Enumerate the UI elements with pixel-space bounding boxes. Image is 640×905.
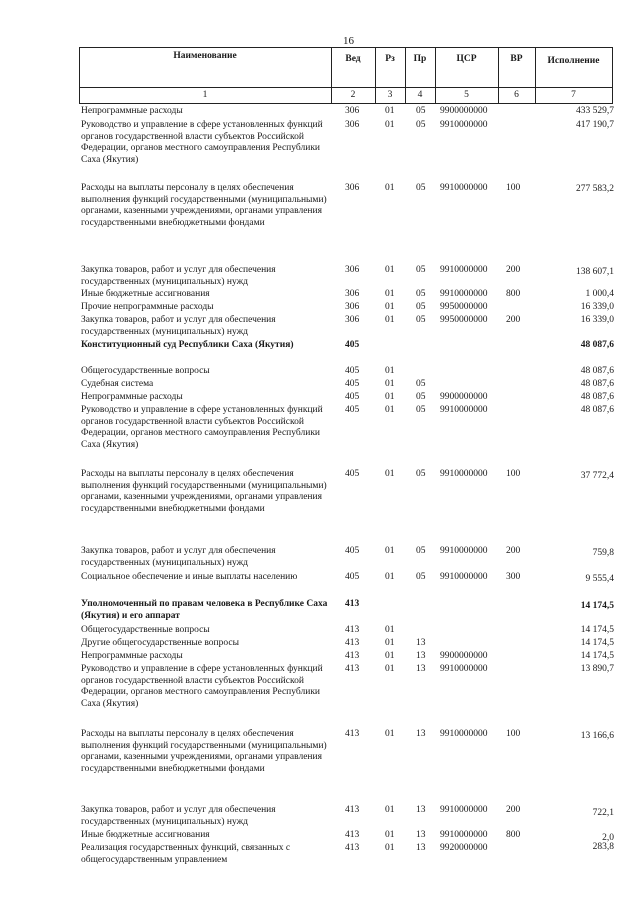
row-value: 48 087,6 — [580, 379, 614, 389]
row-name: Общегосударственные вопросы — [81, 366, 210, 376]
row-pr: 05 — [416, 469, 426, 479]
row-pr: 05 — [416, 572, 426, 582]
row-ved: 306 — [345, 106, 360, 116]
row-name: Расходы на выплаты персоналу в целях обеспечения выполнения функций государственными (муниципальными) органами, казенными учреждениями, органами управления государственными внебюджетными фондами — [81, 729, 327, 775]
row-name: Иные бюджетные ассигнования — [81, 289, 210, 299]
row-ved: 413 — [345, 805, 360, 815]
row-name: Закупка товаров, работ и услуг для обеспечения государственных (муниципальных) нужд — [81, 546, 276, 568]
row-pr: 05 — [416, 379, 426, 389]
row-name: Прочие непрограммные расходы — [81, 302, 214, 312]
header-name: Наименование — [173, 51, 237, 61]
row-pr: 13 — [416, 805, 426, 815]
header-isp: Исполнение — [547, 56, 600, 66]
row-pr: 05 — [416, 183, 426, 193]
row-value: 13 166,6 — [580, 731, 614, 741]
row-pr: 05 — [416, 302, 426, 312]
row-csr: 9950000000 — [440, 315, 488, 325]
row-csr: 9920000000 — [440, 843, 488, 853]
row-name: Социальное обеспечение и иные выплаты населению — [81, 572, 298, 582]
header-csr: ЦСР — [456, 54, 477, 64]
row-vr: 800 — [506, 830, 521, 840]
row-name: Руководство и управление в сфере установленных функций органов государственной власти субъектов Российской Федерации, органов местного самоуправления Республики Саха (Якутия) — [81, 405, 323, 451]
row-name: Конституционный суд Республики Саха (Якутия) — [81, 340, 294, 350]
header-col-divider — [612, 47, 613, 104]
row-value: 283,8 — [592, 842, 614, 852]
row-ved: 413 — [345, 625, 360, 635]
row-vr: 100 — [506, 183, 521, 193]
row-value: 16 339,0 — [580, 302, 614, 312]
row-csr: 9910000000 — [440, 546, 488, 556]
row-csr: 9910000000 — [440, 729, 488, 739]
row-rz: 01 — [385, 664, 395, 674]
row-value: 14 174,5 — [580, 601, 614, 611]
row-name: Расходы на выплаты персоналу в целях обеспечения выполнения функций государственными (муниципальными) органами, казенными учреждениями, органами управления государственными внебюджетными фондами — [81, 469, 327, 515]
row-ved: 405 — [345, 379, 360, 389]
row-rz: 01 — [385, 729, 395, 739]
page-number: 16 — [343, 35, 354, 47]
row-pr: 05 — [416, 106, 426, 116]
row-pr: 13 — [416, 729, 426, 739]
row-name: Руководство и управление в сфере установленных функций органов государственной власти субъектов Российской Федерации, органов местного самоуправления Республики Саха (Якутия) — [81, 664, 323, 710]
row-rz: 01 — [385, 469, 395, 479]
row-rz: 01 — [385, 651, 395, 661]
row-value: 48 087,6 — [580, 366, 614, 376]
row-rz: 01 — [385, 405, 395, 415]
row-ved: 405 — [345, 572, 360, 582]
row-value: 14 174,5 — [580, 638, 614, 648]
row-name: Непрограммные расходы — [81, 392, 183, 402]
row-value: 48 087,6 — [580, 340, 614, 350]
row-value: 16 339,0 — [580, 315, 614, 325]
row-name: Судебная система — [81, 379, 154, 389]
row-rz: 01 — [385, 366, 395, 376]
row-pr: 05 — [416, 405, 426, 415]
row-rz: 01 — [385, 572, 395, 582]
row-pr: 13 — [416, 638, 426, 648]
row-ved: 405 — [345, 392, 360, 402]
header-num: 2 — [350, 90, 356, 100]
row-value: 9 555,4 — [585, 574, 614, 584]
header-bottom-border — [79, 103, 613, 104]
header-num: 3 — [387, 90, 393, 100]
table-header — [79, 47, 613, 104]
row-ved: 306 — [345, 183, 360, 193]
row-csr: 9910000000 — [440, 405, 488, 415]
row-ved: 306 — [345, 302, 360, 312]
row-csr: 9910000000 — [440, 664, 488, 674]
row-csr: 9900000000 — [440, 106, 488, 116]
row-value: 48 087,6 — [580, 405, 614, 415]
row-ved: 306 — [345, 120, 360, 130]
row-value: 277 583,2 — [576, 184, 614, 194]
row-value: 48 087,6 — [580, 392, 614, 402]
row-rz: 01 — [385, 546, 395, 556]
row-rz: 01 — [385, 183, 395, 193]
row-value: 433 529,7 — [576, 106, 614, 116]
header-top-border — [79, 47, 613, 48]
row-ved: 405 — [345, 340, 360, 350]
row-pr: 05 — [416, 289, 426, 299]
row-name: Иные бюджетные ассигнования — [81, 830, 210, 840]
row-ved: 413 — [345, 664, 360, 674]
row-value: 759,8 — [592, 548, 614, 558]
row-csr: 9910000000 — [440, 183, 488, 193]
row-name: Руководство и управление в сфере установленных функций органов государственной власти субъектов Российской Федерации, органов местного самоуправления Республики Саха (Якутия) — [81, 120, 323, 166]
row-vr: 200 — [506, 265, 521, 275]
row-value: 2,0 — [602, 833, 614, 843]
row-vr: 300 — [506, 572, 521, 582]
row-name: Закупка товаров, работ и услуг для обеспечения государственных (муниципальных) нужд — [81, 315, 276, 337]
row-name: Непрограммные расходы — [81, 106, 183, 116]
row-rz: 01 — [385, 315, 395, 325]
row-ved: 405 — [345, 366, 360, 376]
row-pr: 05 — [416, 120, 426, 130]
row-rz: 01 — [385, 379, 395, 389]
row-rz: 01 — [385, 805, 395, 815]
header-mid-border — [79, 87, 613, 88]
row-rz: 01 — [385, 265, 395, 275]
row-vr: 200 — [506, 546, 521, 556]
row-name: Общегосударственные вопросы — [81, 625, 210, 635]
row-ved: 413 — [345, 638, 360, 648]
row-csr: 9910000000 — [440, 289, 488, 299]
row-csr: 9900000000 — [440, 651, 488, 661]
row-pr: 05 — [416, 546, 426, 556]
row-csr: 9910000000 — [440, 830, 488, 840]
header-num: 6 — [514, 90, 519, 100]
row-vr: 200 — [506, 805, 521, 815]
row-ved: 306 — [345, 315, 360, 325]
header-num: 5 — [464, 90, 469, 100]
row-pr: 05 — [416, 265, 426, 275]
row-csr: 9910000000 — [440, 805, 488, 815]
header-num: 7 — [571, 90, 576, 100]
row-value: 37 772,4 — [580, 471, 614, 481]
row-rz: 01 — [385, 120, 395, 130]
row-csr: 9910000000 — [440, 469, 488, 479]
row-ved: 405 — [345, 405, 360, 415]
row-ved: 306 — [345, 289, 360, 299]
row-name: Непрограммные расходы — [81, 651, 183, 661]
row-csr: 9900000000 — [440, 392, 488, 402]
row-ved: 413 — [345, 599, 360, 609]
row-ved: 413 — [345, 651, 360, 661]
header-rz: Рз — [385, 54, 395, 64]
row-pr: 13 — [416, 843, 426, 853]
row-name: Закупка товаров, работ и услуг для обеспечения государственных (муниципальных) нужд — [81, 805, 276, 827]
row-vr: 100 — [506, 469, 521, 479]
row-value: 14 174,5 — [580, 651, 614, 661]
row-rz: 01 — [385, 106, 395, 116]
row-ved: 413 — [345, 830, 360, 840]
row-name: Закупка товаров, работ и услуг для обеспечения государственных (муниципальных) нужд — [81, 265, 276, 287]
row-name: Уполномоченный по правам человека в Республике Саха (Якутия) и его аппарат — [81, 599, 328, 621]
row-ved: 413 — [345, 729, 360, 739]
row-value: 1 000,4 — [585, 289, 614, 299]
row-csr: 9910000000 — [440, 120, 488, 130]
row-ved: 413 — [345, 843, 360, 853]
row-csr: 9910000000 — [440, 265, 488, 275]
row-rz: 01 — [385, 843, 395, 853]
row-pr: 05 — [416, 315, 426, 325]
row-ved: 405 — [345, 469, 360, 479]
header-num: 4 — [417, 90, 423, 100]
row-rz: 01 — [385, 392, 395, 402]
row-rz: 01 — [385, 302, 395, 312]
row-vr: 800 — [506, 289, 521, 299]
row-rz: 01 — [385, 289, 395, 299]
row-pr: 05 — [416, 392, 426, 402]
row-value: 138 607,1 — [576, 267, 614, 277]
header-ved: Вед — [345, 54, 361, 64]
row-value: 417 190,7 — [576, 120, 614, 130]
row-pr: 13 — [416, 664, 426, 674]
header-num: 1 — [202, 90, 208, 100]
header-vr: ВР — [510, 54, 523, 64]
row-rz: 01 — [385, 638, 395, 648]
row-pr: 13 — [416, 830, 426, 840]
row-ved: 306 — [345, 265, 360, 275]
row-name: Расходы на выплаты персоналу в целях обеспечения выполнения функций государственными (муниципальными) органами, казенными учреждениями, органами управления государственными внебюджетными фондами — [81, 183, 327, 229]
row-rz: 01 — [385, 625, 395, 635]
row-csr: 9950000000 — [440, 302, 488, 312]
row-rz: 01 — [385, 830, 395, 840]
row-pr: 13 — [416, 651, 426, 661]
header-pr: Пр — [413, 54, 427, 64]
row-name: Реализация государственных функций, связанных с общегосударственным управлением — [81, 843, 291, 865]
row-ved: 405 — [345, 546, 360, 556]
row-value: 722,1 — [592, 808, 614, 818]
row-vr: 100 — [506, 729, 521, 739]
row-csr: 9910000000 — [440, 572, 488, 582]
row-value: 14 174,5 — [580, 625, 614, 635]
row-name: Другие общегосударственные вопросы — [81, 638, 239, 648]
row-vr: 200 — [506, 315, 521, 325]
row-value: 13 890,7 — [580, 664, 614, 674]
